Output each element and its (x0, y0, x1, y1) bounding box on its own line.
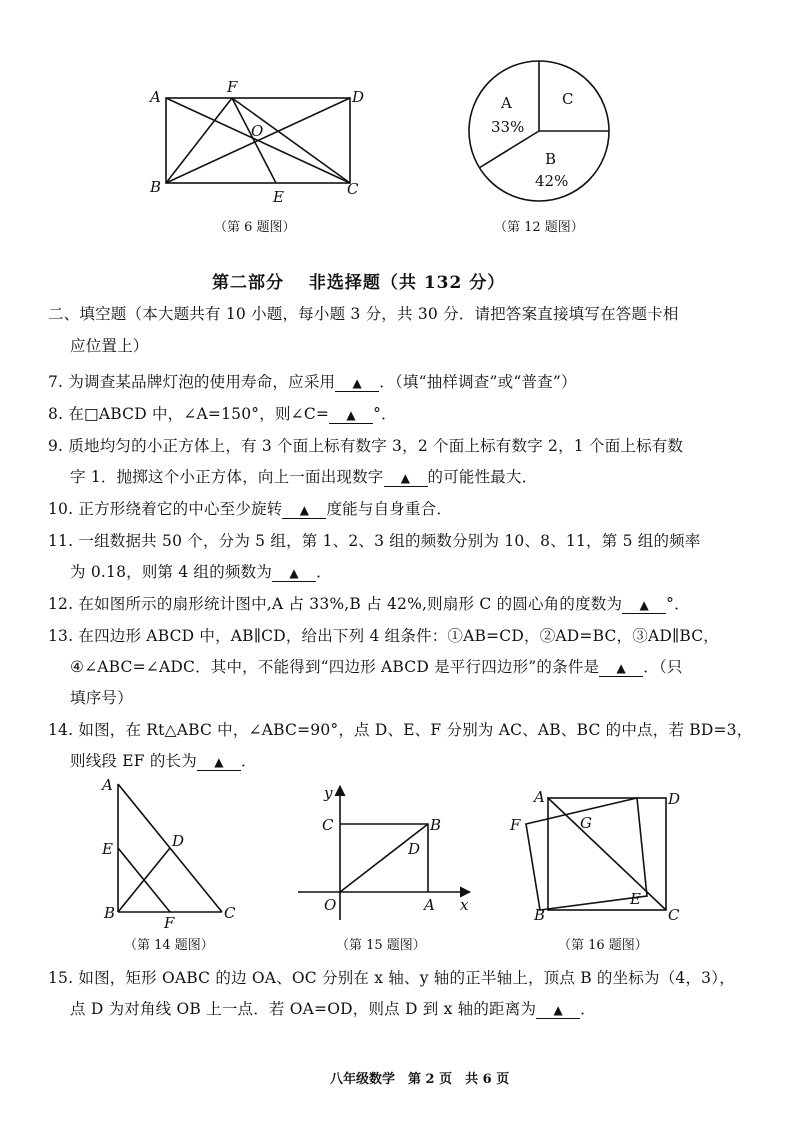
q15-answer-blank[interactable]: ▲ (536, 1001, 580, 1019)
figure-6-diagram (140, 78, 380, 208)
label-O: O (251, 122, 264, 140)
section-title: 第二部分 非选择题（共 132 分） (212, 273, 506, 293)
fig14-label-E: E (102, 840, 113, 858)
fig16-label-G: G (580, 814, 592, 832)
fig15-label-A: A (424, 896, 435, 914)
q11-answer-blank[interactable]: ▲ (272, 564, 316, 582)
question-15-line-2: 点 D 为对角线 OB 上一点．若 OA=OD，则点 D 到 x 轴的距离为 ▲ ． (70, 1000, 596, 1018)
fig14-label-D: D (172, 832, 185, 850)
fig15-label-D: D (408, 840, 421, 858)
question-13-line-3: 填序号） (70, 689, 133, 707)
label-E: E (273, 188, 284, 206)
question-9-line-1: 9. 质地均匀的小正方体上，有 3 个面上标有数字 3，2 个面上标有数字 2，1 个面上标有数 (48, 437, 684, 455)
instructions-line-1: 二、填空题（本大题共有 10 小题，每小题 3 分，共 30 分．请把答案直接填写在答题卡相 (48, 305, 679, 323)
q7-text-end: ．（填“抽样调查”或“普查”） (379, 373, 577, 391)
label-B: B (150, 178, 162, 196)
q14-answer-blank[interactable]: ▲ (197, 753, 241, 771)
slice-B-label: B (545, 150, 557, 168)
page-footer: 八年级数学 第 2 页 共 6 页 (330, 1072, 510, 1087)
q13-answer-blank[interactable]: ▲ (599, 659, 643, 677)
instructions-line-2: 应位置上） (70, 337, 149, 355)
pie-divider-left (479, 131, 539, 168)
figure-6 (140, 78, 380, 212)
slice-C-label: C (562, 90, 574, 108)
question-7 (48, 370, 577, 392)
figure-15-caption: （第 15 题图） (336, 938, 426, 953)
q7-answer-blank[interactable]: ▲ (335, 374, 379, 392)
fig14-label-C: C (224, 904, 236, 922)
figure-12 (465, 58, 615, 212)
question-13-line-1: 13. 在四边形 ABCD 中，AB∥CD，给出下列 4 组条件：①AB=CD，②AD=BC，③AD∥BC， (48, 627, 719, 645)
question-8 (48, 402, 397, 424)
label-D: D (352, 88, 365, 106)
slice-B-pct: 42% (535, 172, 569, 190)
label-C: C (347, 180, 359, 198)
pie-chart (465, 58, 615, 208)
fig16-label-B: B (534, 906, 546, 924)
q10-answer-blank[interactable]: ▲ (282, 501, 326, 519)
fig14-label-A: A (102, 776, 113, 794)
figure-14 (96, 772, 246, 936)
slice-A-label: A (501, 94, 512, 112)
question-11-line-2: 为 0.18，则第 4 组的频数为 ▲ ． (70, 563, 332, 581)
figure-6-caption: （第 6 题图） (214, 220, 296, 235)
fig16-label-E: E (630, 890, 641, 908)
q7-text: 7. 为调查某品牌灯泡的使用寿命，应采用 (48, 373, 336, 391)
figure-14-caption: （第 14 题图） (124, 938, 214, 953)
fig16-label-C: C (668, 906, 680, 924)
question-10: 10. 正方形绕着它的中心至少旋转 ▲ 度能与自身重合． (48, 500, 453, 518)
fig15-label-O: O (324, 896, 337, 914)
fig14-label-B: B (104, 904, 116, 922)
question-14-line-1: 14. 如图，在 Rt△ABC 中，∠ABC=90°，点 D、E、F 分别为 AC、AB、BC 的中点，若 BD=3， (48, 721, 753, 739)
fig15-label-C: C (322, 816, 334, 834)
q9-answer-blank[interactable]: ▲ (384, 469, 428, 487)
question-9-line-2: 字 1．抛掷这个小正方体，向上一面出现数字 ▲ 的可能性最大． (70, 468, 538, 486)
fig15-label-B: B (430, 816, 442, 834)
q12-answer-blank[interactable]: ▲ (622, 596, 666, 614)
figure-12-caption: （第 12 题图） (494, 220, 584, 235)
label-A: A (150, 88, 161, 106)
question-11-line-1: 11. 一组数据共 50 个，分为 5 组，第 1、2、3 组的频数分别为 10、8、11，第 5 组的频率 (48, 532, 701, 550)
figure-15 (292, 780, 482, 934)
q8-text: 8. 在□ABCD 中，∠A=150°，则∠C= (48, 405, 330, 423)
q8-text-end: °． (373, 405, 397, 423)
question-12: 12. 在如图所示的扇形统计图中,A 占 33%,B 占 42%,则扇形 C 的圆心角的度数为 ▲ °． (48, 595, 690, 613)
fig16-label-A: A (534, 788, 545, 806)
figure-16 (504, 786, 694, 930)
figure-15-diagram (292, 780, 482, 930)
fig16-label-D: D (668, 790, 681, 808)
figure-16-caption: （第 16 题图） (558, 938, 648, 953)
fig14-label-F: F (164, 914, 175, 932)
fig15-label-y: y (324, 784, 333, 802)
fig15-label-x: x (460, 896, 469, 914)
question-13-line-2: ④∠ABC=∠ADC．其中，不能得到“四边形 ABCD 是平行四边形”的条件是 ▲ ．（只 (70, 658, 683, 676)
question-15-line-1: 15. 如图，矩形 OABC 的边 OA、OC 分别在 x 轴、y 轴的正半轴上，顶点 B 的坐标为（4，3）， (48, 969, 735, 987)
slice-A-pct: 33% (491, 118, 525, 136)
figure-16-diagram (504, 786, 694, 926)
label-F: F (227, 78, 238, 96)
q8-answer-blank[interactable]: ▲ (329, 406, 373, 424)
question-14-line-2: 则线段 EF 的长为 ▲ ． (70, 752, 257, 770)
fig16-label-F: F (510, 816, 521, 834)
figure-14-diagram (96, 772, 246, 932)
